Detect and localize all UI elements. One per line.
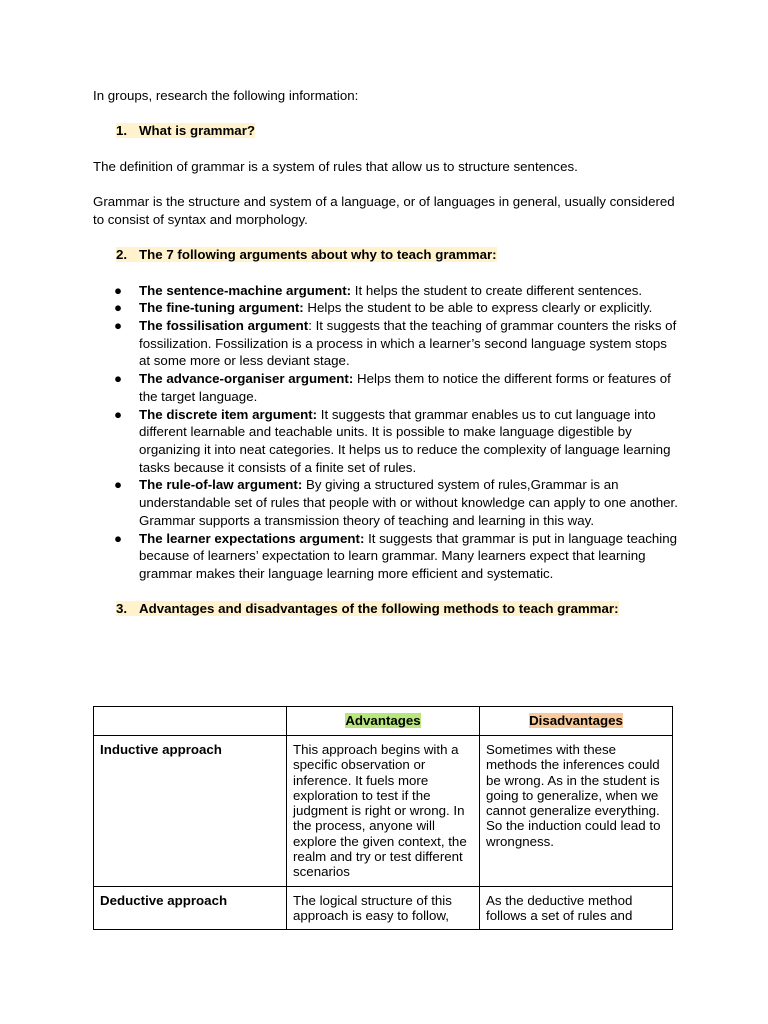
advantages-label: Advantages — [345, 713, 421, 728]
bullet-icon: ● — [114, 530, 123, 546]
bullet-icon: ● — [114, 477, 123, 493]
intro-text: In groups, research the following information: — [93, 88, 359, 103]
bullet-icon: ● — [114, 300, 123, 316]
table-row — [94, 886, 673, 930]
list-item — [93, 299, 679, 317]
section-title: What is grammar? — [139, 123, 256, 139]
method-name: Deductive approach — [94, 886, 287, 930]
advantages-cell: The logical structure of this approach is easy to follow, — [287, 886, 480, 930]
argument-name: The advance-organiser argument: — [139, 371, 354, 387]
argument-name: The discrete item argument: — [139, 406, 318, 422]
argument-text: : It suggests that the teaching of grammar counters the risks of fossilization. Fossilization is a process in which a learner’s second language system stops at some more or less deviant stage. — [139, 318, 677, 369]
bullet-icon: ● — [114, 318, 123, 334]
arguments-list — [93, 282, 683, 583]
argument-name: The learner expectations argument: — [139, 530, 365, 546]
section-number: 1. — [116, 123, 128, 139]
disadvantages-cell: Sometimes with these methods the inferences could be wrong. As in the student is going to generalize, when we cannot generalize everything. So the induction could lead to wrongness. — [480, 736, 673, 887]
bullet-icon: ● — [114, 282, 123, 298]
argument-text: Helps them to notice the different forms or features of the target language. — [139, 371, 671, 404]
methods-table — [93, 706, 673, 930]
section-heading-3 — [93, 600, 683, 618]
list-item — [93, 317, 679, 370]
method-name: Inductive approach — [94, 736, 287, 887]
table-header-row — [94, 707, 673, 736]
argument-name: The fine-tuning argument: — [139, 300, 304, 316]
section-title: The 7 following arguments about why to teach grammar: — [139, 247, 497, 263]
list-item — [93, 370, 679, 405]
section-heading-2 — [93, 246, 683, 264]
disadvantages-cell: As the deductive method follows a set of rules and — [480, 886, 673, 930]
definition-paragraph-2: Grammar is the structure and system of a language, or of languages in general, usually considered to consist of syntax and morphology. — [93, 194, 675, 227]
argument-name: The fossilisation argument — [139, 318, 309, 334]
list-item — [93, 406, 679, 477]
list-item — [93, 530, 679, 583]
argument-text: By giving a structured system of rules,Grammar is an understandable set of rules that people with or without knowledge can apply to one another. Grammar supports a transmission theory of teaching and learning in this way. — [139, 477, 678, 528]
list-item — [93, 476, 679, 529]
section-heading-1 — [93, 122, 683, 140]
definition-paragraph-1: The definition of grammar is a system of rules that allow us to structure sentences. — [93, 158, 578, 174]
argument-text: It helps the student to create different sentences. — [351, 282, 643, 298]
argument-text: It suggests that grammar enables us to cut language into different learnable and teachable units. It is possible to make language digestible by organizing it into neat categories. It helps us to reduce the complexity of language learning tasks because it consists of a finite set of rules. — [139, 406, 671, 475]
bullet-icon: ● — [114, 406, 123, 422]
section-title: Advantages and disadvantages of the following methods to teach grammar: — [139, 601, 619, 617]
disadvantages-label: Disadvantages — [529, 713, 623, 728]
argument-text: It suggests that grammar is put in language teaching because of learners’ expectation to learn grammar. Many learners expect that learning grammar makes their language learning more efficient and systematic. — [139, 530, 678, 581]
table-header-empty — [94, 707, 287, 736]
list-item — [93, 282, 679, 300]
section-number: 3. — [116, 601, 128, 617]
section-number: 2. — [116, 247, 128, 263]
table-header-disadvantages — [480, 707, 673, 736]
argument-name: The sentence-machine argument: — [139, 282, 352, 298]
table-row — [94, 736, 673, 887]
argument-text: Helps the student to be able to express clearly or explicitly. — [303, 300, 653, 316]
bullet-icon: ● — [114, 371, 123, 387]
table-header-advantages — [287, 707, 480, 736]
advantages-cell: This approach begins with a specific observation or inference. It fuels more exploration to test if the judgment is right or wrong. In the process, anyone will explore the given context, the realm and try or test different scenarios — [287, 736, 480, 887]
document-page — [93, 87, 683, 923]
argument-name: The rule-of-law argument: — [139, 477, 303, 493]
